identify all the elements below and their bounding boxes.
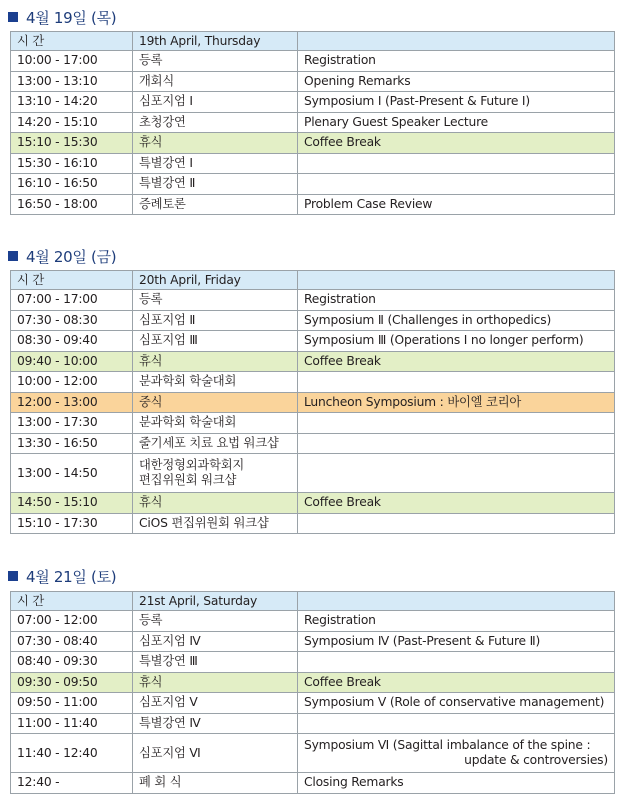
table-row bbox=[11, 194, 615, 215]
header-date: 21st April, Saturday bbox=[133, 592, 298, 611]
session-time: 13:00 - 13:10 bbox=[11, 71, 133, 92]
session-title-ko: 특별강연 Ⅱ bbox=[133, 174, 298, 195]
schedule-table bbox=[10, 270, 615, 534]
day-header bbox=[8, 566, 116, 586]
table-row bbox=[11, 51, 615, 72]
session-title-en: Registration bbox=[298, 290, 615, 311]
session-title-ko: 특별강연 Ⅲ bbox=[133, 652, 298, 673]
session-title-ko: 심포지엄 Ⅰ bbox=[133, 92, 298, 113]
session-title-ko-line: 대한정형외과학회지 bbox=[139, 458, 245, 472]
session-title-en bbox=[298, 174, 615, 195]
session-title-ko: 심포지엄 Ⅵ bbox=[133, 734, 298, 773]
table-row bbox=[11, 611, 615, 632]
session-title-ko: 휴식 bbox=[133, 133, 298, 154]
table-row bbox=[11, 331, 615, 352]
session-title-en: Symposium Ⅴ (Role of conservative management) bbox=[298, 693, 615, 714]
session-time: 14:20 - 15:10 bbox=[11, 112, 133, 133]
session-title-ko: 특별강연 Ⅰ bbox=[133, 153, 298, 174]
session-time: 07:00 - 12:00 bbox=[11, 611, 133, 632]
table-row bbox=[11, 92, 615, 113]
header-extra bbox=[298, 271, 615, 290]
session-title-en: Symposium Ⅱ (Challenges in orthopedics) bbox=[298, 310, 615, 331]
session-title-ko: 휴식 bbox=[133, 351, 298, 372]
header-date: 20th April, Friday bbox=[133, 271, 298, 290]
session-time: 15:30 - 16:10 bbox=[11, 153, 133, 174]
session-time: 13:00 - 14:50 bbox=[11, 454, 133, 493]
session-title-ko: 중식 bbox=[133, 392, 298, 413]
table-row bbox=[11, 734, 615, 773]
session-title-ko: 초청강연 bbox=[133, 112, 298, 133]
schedule-table bbox=[10, 591, 615, 794]
session-title-en bbox=[298, 454, 615, 493]
table-row bbox=[11, 672, 615, 693]
session-title-en: Coffee Break bbox=[298, 672, 615, 693]
session-title-ko bbox=[133, 454, 298, 493]
session-title-en: Registration bbox=[298, 51, 615, 72]
table-row bbox=[11, 631, 615, 652]
session-title-ko: 분과학회 학술대회 bbox=[133, 372, 298, 393]
session-title-en bbox=[298, 433, 615, 454]
session-title-en: Symposium Ⅰ (Past-Present & Future Ⅰ) bbox=[298, 92, 615, 113]
session-time: 08:30 - 09:40 bbox=[11, 331, 133, 352]
session-time: 08:40 - 09:30 bbox=[11, 652, 133, 673]
session-time: 07:00 - 17:00 bbox=[11, 290, 133, 311]
session-title-en: Coffee Break bbox=[298, 133, 615, 154]
day-title: 4월 19일 (목) bbox=[26, 8, 117, 27]
session-title-ko: 심포지엄 Ⅲ bbox=[133, 331, 298, 352]
table-row bbox=[11, 112, 615, 133]
header-extra bbox=[298, 592, 615, 611]
session-time: 07:30 - 08:40 bbox=[11, 631, 133, 652]
session-title-en: Closing Remarks bbox=[298, 773, 615, 794]
table-row bbox=[11, 153, 615, 174]
session-title-en bbox=[298, 413, 615, 434]
session-time: 12:40 - bbox=[11, 773, 133, 794]
bullet-square-icon bbox=[8, 571, 18, 581]
session-title-ko: 등록 bbox=[133, 611, 298, 632]
session-title-en bbox=[298, 513, 615, 534]
table-header-row bbox=[11, 271, 615, 290]
session-time: 14:50 - 15:10 bbox=[11, 493, 133, 514]
session-title-ko-line: 편집위원회 워크샵 bbox=[139, 473, 237, 487]
session-title-en: Coffee Break bbox=[298, 351, 615, 372]
session-time: 13:30 - 16:50 bbox=[11, 433, 133, 454]
session-title-ko: 폐 회 식 bbox=[133, 773, 298, 794]
header-time: 시 간 bbox=[11, 271, 133, 290]
header-date: 19th April, Thursday bbox=[133, 32, 298, 51]
table-row bbox=[11, 713, 615, 734]
session-title-en: Coffee Break bbox=[298, 493, 615, 514]
header-time: 시 간 bbox=[11, 592, 133, 611]
session-title-en bbox=[298, 734, 615, 773]
table-row bbox=[11, 310, 615, 331]
session-title-en bbox=[298, 652, 615, 673]
table-row bbox=[11, 454, 615, 493]
table-row bbox=[11, 773, 615, 794]
session-title-ko: 줄기세포 치료 요법 워크샵 bbox=[133, 433, 298, 454]
session-title-ko: 분과학회 학술대회 bbox=[133, 413, 298, 434]
session-time: 09:50 - 11:00 bbox=[11, 693, 133, 714]
session-time: 10:00 - 12:00 bbox=[11, 372, 133, 393]
session-time: 16:50 - 18:00 bbox=[11, 194, 133, 215]
table-row bbox=[11, 513, 615, 534]
header-time: 시 간 bbox=[11, 32, 133, 51]
day-title: 4월 20일 (금) bbox=[26, 247, 117, 266]
day-header bbox=[8, 246, 116, 266]
session-time: 11:40 - 12:40 bbox=[11, 734, 133, 773]
table-row bbox=[11, 413, 615, 434]
session-title-ko: 개회식 bbox=[133, 71, 298, 92]
table-row bbox=[11, 71, 615, 92]
session-title-ko: 등록 bbox=[133, 290, 298, 311]
table-header-row bbox=[11, 592, 615, 611]
session-title-ko: 심포지엄 Ⅳ bbox=[133, 631, 298, 652]
session-title-en: Problem Case Review bbox=[298, 194, 615, 215]
session-title-ko: 특별강연 Ⅳ bbox=[133, 713, 298, 734]
session-time: 11:00 - 11:40 bbox=[11, 713, 133, 734]
session-title-ko: CiOS 편집위원회 워크샵 bbox=[133, 513, 298, 534]
table-header-row bbox=[11, 32, 615, 51]
session-title-en bbox=[298, 713, 615, 734]
session-title-ko: 심포지엄 Ⅴ bbox=[133, 693, 298, 714]
session-title-ko: 증례토론 bbox=[133, 194, 298, 215]
session-time: 10:00 - 17:00 bbox=[11, 51, 133, 72]
session-time: 16:10 - 16:50 bbox=[11, 174, 133, 195]
table-row bbox=[11, 493, 615, 514]
bullet-square-icon bbox=[8, 251, 18, 261]
session-title-en: Opening Remarks bbox=[298, 71, 615, 92]
session-title-en: Registration bbox=[298, 611, 615, 632]
session-title-en: Symposium Ⅳ (Past-Present & Future Ⅱ) bbox=[298, 631, 615, 652]
session-title-en: Plenary Guest Speaker Lecture bbox=[298, 112, 615, 133]
table-row bbox=[11, 652, 615, 673]
session-title-en bbox=[298, 153, 615, 174]
table-row bbox=[11, 133, 615, 154]
table-row bbox=[11, 372, 615, 393]
table-row bbox=[11, 392, 615, 413]
session-title-en: Luncheon Symposium : 바이엘 코리아 bbox=[298, 392, 615, 413]
day-title: 4월 21일 (토) bbox=[26, 567, 117, 586]
session-title-ko: 휴식 bbox=[133, 493, 298, 514]
table-row bbox=[11, 433, 615, 454]
session-time: 09:40 - 10:00 bbox=[11, 351, 133, 372]
table-row bbox=[11, 693, 615, 714]
table-row bbox=[11, 351, 615, 372]
session-time: 09:30 - 09:50 bbox=[11, 672, 133, 693]
session-time: 15:10 - 15:30 bbox=[11, 133, 133, 154]
session-title-ko: 등록 bbox=[133, 51, 298, 72]
session-time: 13:10 - 14:20 bbox=[11, 92, 133, 113]
table-row bbox=[11, 290, 615, 311]
session-title-ko: 휴식 bbox=[133, 672, 298, 693]
session-title-en-line: Symposium Ⅵ (Sagittal imbalance of the spine : bbox=[304, 738, 591, 752]
header-extra bbox=[298, 32, 615, 51]
schedule-table bbox=[10, 31, 615, 215]
session-title-en: Symposium Ⅲ (Operations I no longer perform) bbox=[298, 331, 615, 352]
session-time: 13:00 - 17:30 bbox=[11, 413, 133, 434]
session-time: 15:10 - 17:30 bbox=[11, 513, 133, 534]
bullet-square-icon bbox=[8, 12, 18, 22]
session-time: 07:30 - 08:30 bbox=[11, 310, 133, 331]
session-time: 12:00 - 13:00 bbox=[11, 392, 133, 413]
session-title-ko: 심포지엄 Ⅱ bbox=[133, 310, 298, 331]
day-header bbox=[8, 7, 116, 27]
session-title-en bbox=[298, 372, 615, 393]
session-title-en-line: update & controversies) bbox=[464, 753, 608, 767]
table-row bbox=[11, 174, 615, 195]
